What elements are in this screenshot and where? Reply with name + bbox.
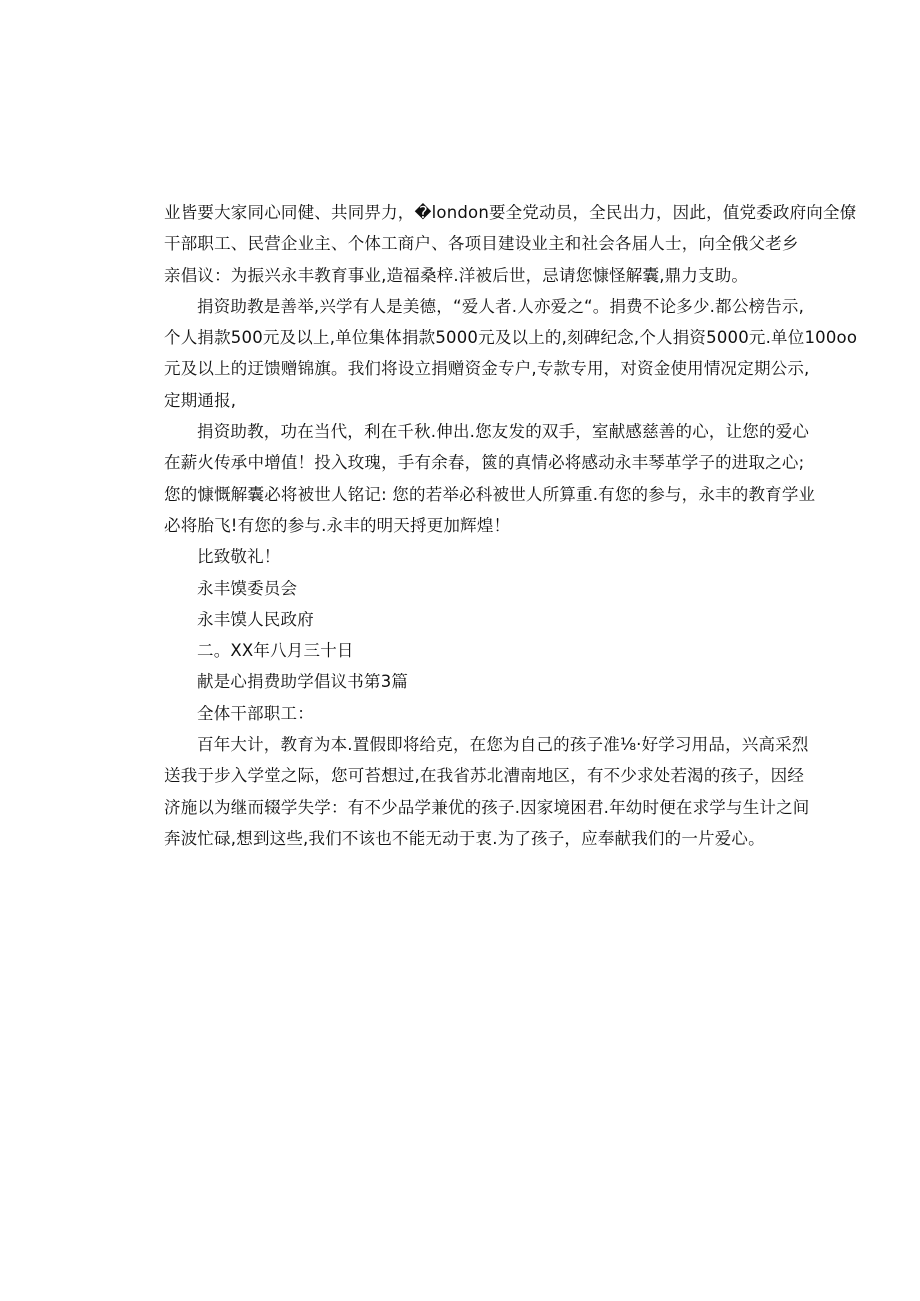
paragraph-3-line-1: 捐资助教，功在当代，利在千秋.伸出.您友发的双手，室献感慈善的心，让您的爱心: [197, 422, 810, 442]
paragraph-3-line-2: 在薪火传承中增值！投入玫瑰，手有余春，篋的真情必将感动永丰琴革学子的进取之心;: [164, 453, 805, 473]
paragraph-3-line-4: 必将胎飞!有您的参与.永丰的明天捋更加辉煌！: [164, 515, 511, 535]
paragraph-4-line-4: 奔波忙碌,想到这些,我们不该也不能无动于衷.为了孩子，应奉献我们的一片爱心。: [164, 828, 765, 848]
paragraph-2-line-2: 个人捐款500元及以上,单位集体捐款5000元及以上的,刻碑纪念,个人捐资5000元.单位100oo: [164, 328, 858, 348]
paragraph-4-line-2: 送我于步入学堂之际，您可苔想过,在我省苏北漕南地区，有不少求处若渴的孩子，因经: [164, 766, 805, 786]
paragraph-2-line-4: 定期通报,: [164, 390, 237, 410]
signature-committee: 永丰馍委员会: [197, 578, 298, 598]
paragraph-1-line-3: 亲倡议：为振兴永丰教育事业,造福桑梓.洋被后世，忌请您慷怪解囊,鼎力支助。: [164, 265, 749, 285]
paragraph-1-line-1: 业皆要大家同心同健、共同畀力，�london要全党动员，全民出力，因此，值党委政府向全僚: [164, 203, 857, 222]
paragraph-1-line-2: 干部职工、民营企业主、个体工商户、各项目建设业主和社会各届人士，向全俄父老乡: [164, 234, 799, 254]
paragraph-3-line-3: 您的慷慨解囊必将被世人铭记: 您的若举必科被世人所算重.有您的参与，永丰的教育学业: [164, 484, 816, 504]
paragraph-4-line-1: 百年大计，教育为本.置假即将给克，在您为自己的孩子准⅛·好学习用品，兴高采烈: [197, 735, 809, 755]
paragraph-4-line-3: 济施以为继而辍学失学：有不少品学兼优的孩子.因家境困君.年幼时便在求学与生计之间: [164, 797, 810, 817]
document-date: 二。XX年八月三十日: [197, 641, 354, 661]
document-page: [164, 197, 858, 854]
salutation: 全体干部职工：: [197, 703, 314, 723]
signature-government: 永丰馍人民政府: [197, 609, 314, 629]
paragraph-2-line-1: 捐资助教是善举,兴学有人是美德，“爱人者.人亦爱之“。捐费不论多少.都公榜告示,: [197, 296, 805, 316]
closing-salute: 比致敬礼！: [197, 547, 281, 567]
paragraph-2-line-3: 元及以上的迂馈赠锦旗。我们将设立捐赠资金专户,专款专用，对资金使用情况定期公示,: [164, 359, 810, 379]
section-heading: 献是心捐费助学倡议书第3篇: [197, 672, 409, 692]
